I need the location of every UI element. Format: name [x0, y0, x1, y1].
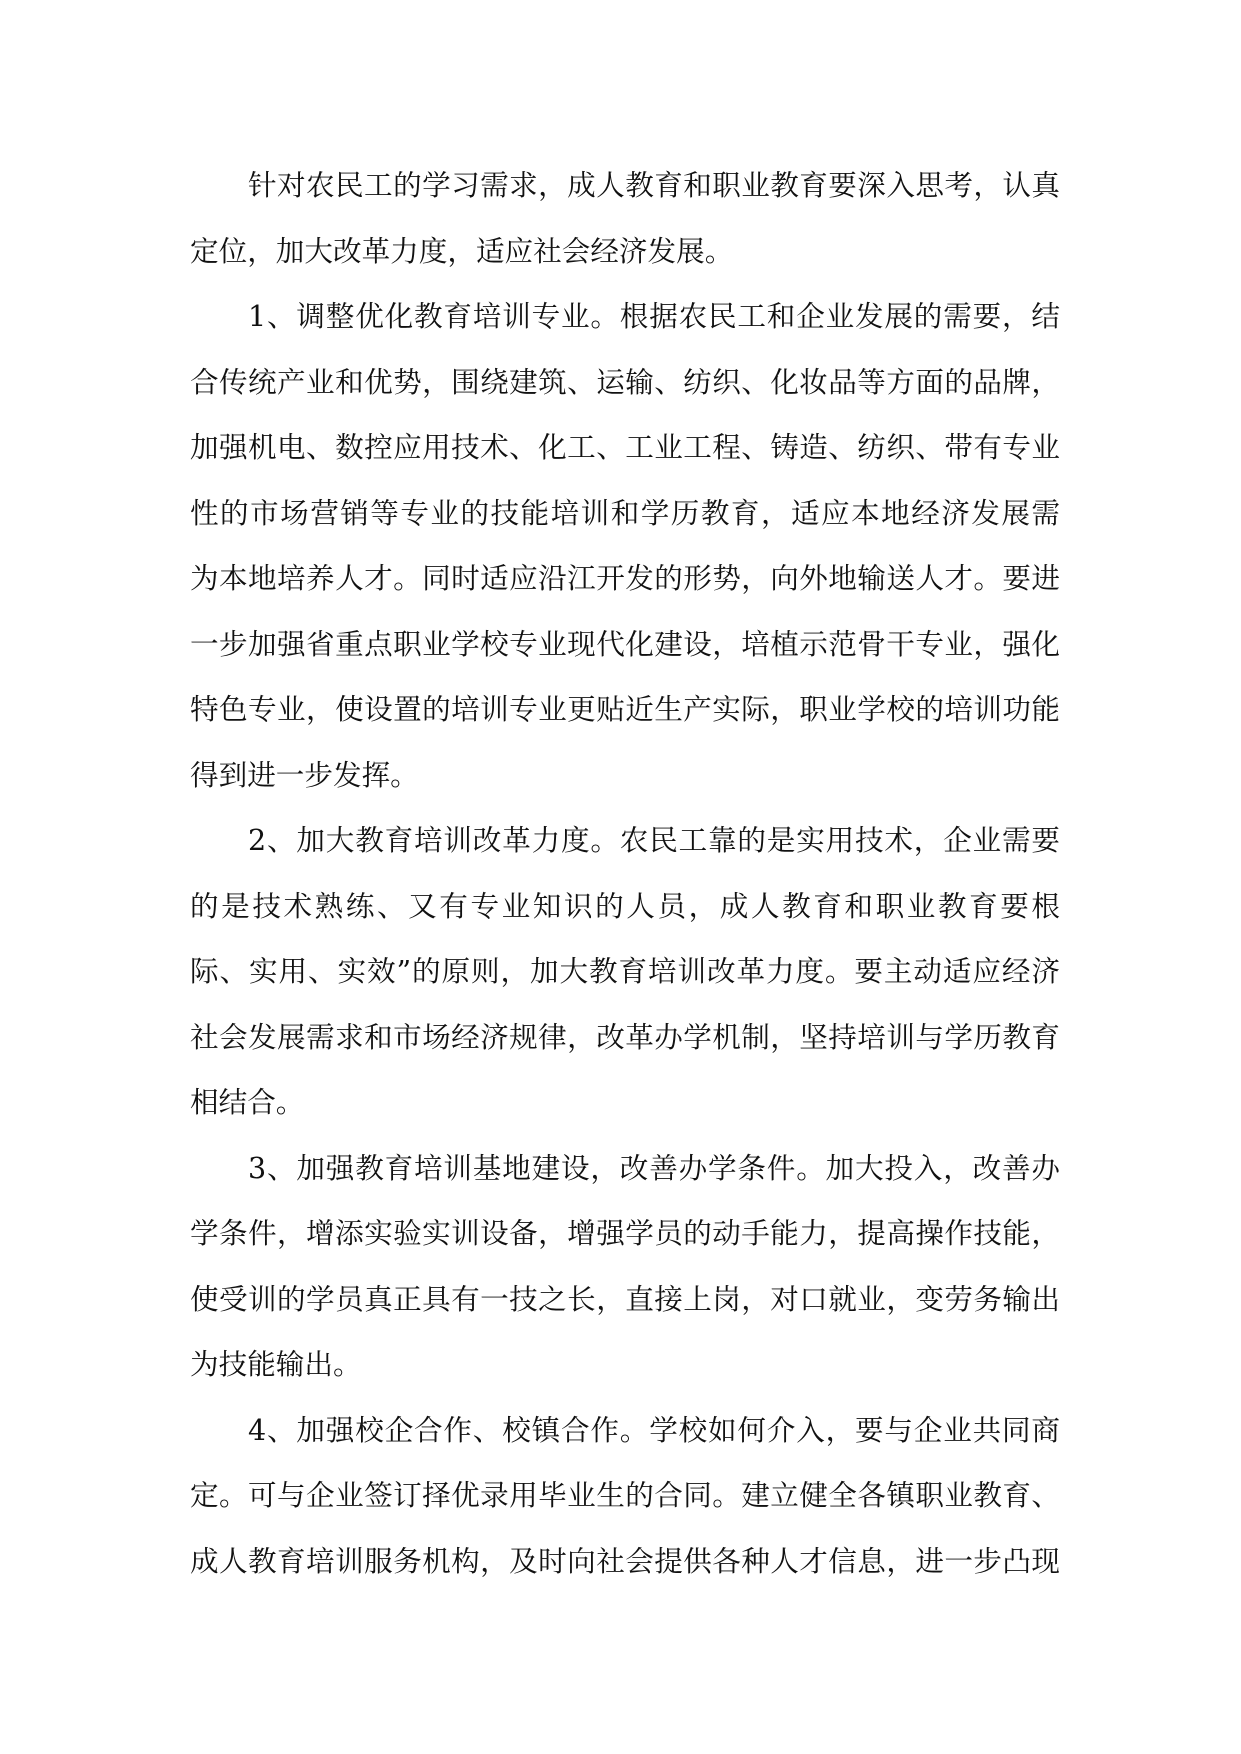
text-line: 的是技术熟练、又有专业知识的人员，成人教育和职业教育要根 — [190, 888, 1060, 923]
paragraph-intro — [190, 153, 1060, 284]
paragraph-item-4 — [190, 1398, 1060, 1595]
text-line: 2、加大教育培训改革力度。农民工靠的是实用技术，企业需要 — [248, 823, 1060, 857]
text-line: 为技能输出。 — [190, 1347, 362, 1381]
text-line: 使受训的学员真正具有一技之长，直接上岗，对口就业，变劳务输出 — [190, 1281, 1060, 1316]
text-line: 合传统产业和优势，围绕建筑、运输、纺织、化妆品等方面的品牌， — [190, 364, 1060, 399]
text-line: 性的市场营销等专业的技能培训和学历教育，适应本地经济发展需 — [190, 495, 1060, 530]
text-line: 定位，加大改革力度，适应社会经济发展。 — [190, 233, 734, 268]
text-line: 4、加强校企合作、校镇合作。学校如何介入，要与企业共同商 — [248, 1412, 1060, 1447]
text-line: 际、实用、实效”的原则，加大教育培训改革力度。要主动适应经济 — [190, 954, 1060, 988]
paragraph-item-2 — [190, 808, 1060, 1136]
text-line: 社会发展需求和市场经济规律，改革办学机制，坚持培训与学历教育 — [190, 1019, 1060, 1054]
text-line: 成人教育培训服务机构，及时向社会提供各种人才信息，进一步凸现 — [190, 1543, 1060, 1578]
text-line: 针对农民工的学习需求，成人教育和职业教育要深入思考，认真 — [248, 168, 1060, 202]
text-line: 加强机电、数控应用技术、化工、工业工程、铸造、纺织、带有专业 — [190, 430, 1060, 464]
paragraph-item-3 — [190, 1136, 1060, 1398]
text-line: 得到进一步发挥。 — [190, 757, 419, 792]
text-line: 为本地培养人才。同时适应沿江开发的形势，向外地输送人才。要进 — [190, 561, 1060, 595]
text-line: 学条件，增添实验实训设备，增强学员的动手能力，提高操作技能， — [190, 1216, 1060, 1250]
text-line: 1、调整优化教育培训专业。根据农民工和企业发展的需要，结 — [248, 299, 1060, 333]
text-line: 定。可与企业签订择优录用毕业生的合同。建立健全各镇职业教育、 — [190, 1478, 1060, 1512]
paragraph-item-1 — [190, 284, 1060, 808]
document-body — [190, 153, 1060, 1594]
text-line: 相结合。 — [190, 1085, 305, 1119]
text-line: 一步加强省重点职业学校专业现代化建设，培植示范骨干专业，强化 — [190, 626, 1060, 661]
text-line: 3、加强教育培训基地建设，改善办学条件。加大投入，改善办 — [248, 1150, 1060, 1185]
text-line: 特色专业，使设置的培训专业更贴近生产实际，职业学校的培训功能 — [190, 692, 1060, 726]
